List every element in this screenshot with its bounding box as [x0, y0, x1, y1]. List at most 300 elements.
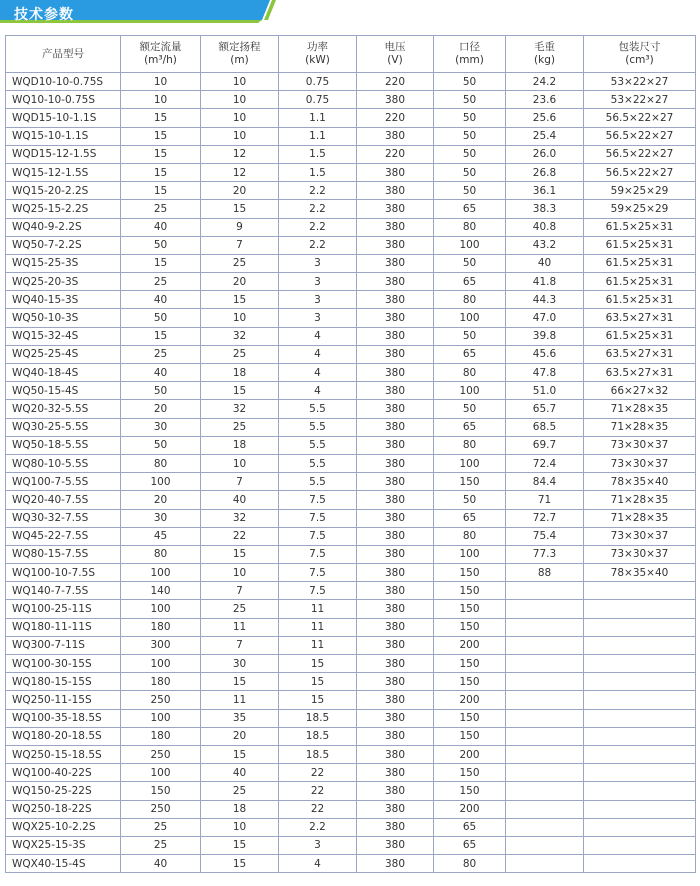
- section-title: 技术参数: [14, 7, 74, 23]
- table-cell-voltage: 380: [357, 236, 434, 254]
- table-row: [6, 91, 696, 109]
- table-cell-flow: 180: [121, 673, 201, 691]
- table-cell-package: 73×30×37: [584, 454, 696, 472]
- table-cell-package: 59×25×29: [584, 200, 696, 218]
- table-cell-model: WQ100-35-18.5S: [6, 709, 121, 727]
- table-cell-model: WQ30-25-5.5S: [6, 418, 121, 436]
- table-cell-voltage: 380: [357, 636, 434, 654]
- table-cell-caliber: 150: [434, 727, 506, 745]
- column-header-name: 毛重: [534, 41, 555, 53]
- table-cell-weight: 84.4: [506, 473, 584, 491]
- table-cell-weight: 36.1: [506, 182, 584, 200]
- table-cell-flow: 10: [121, 91, 201, 109]
- table-cell-model: WQX25-10-2.2S: [6, 818, 121, 836]
- table-row: [6, 436, 696, 454]
- table-cell-caliber: 65: [434, 818, 506, 836]
- table-cell-caliber: 80: [434, 436, 506, 454]
- table-cell-package: [584, 673, 696, 691]
- table-cell-model: WQ100-7-5.5S: [6, 473, 121, 491]
- table-cell-power: 3: [279, 291, 357, 309]
- table-row: [6, 73, 696, 91]
- table-cell-voltage: 380: [357, 709, 434, 727]
- table-cell-caliber: 150: [434, 782, 506, 800]
- table-cell-power: 2.2: [279, 218, 357, 236]
- table-cell-package: 59×25×29: [584, 182, 696, 200]
- table-row: [6, 818, 696, 836]
- table-cell-flow: 15: [121, 182, 201, 200]
- table-cell-flow: 15: [121, 327, 201, 345]
- table-cell-model: WQ25-25-4S: [6, 345, 121, 363]
- table-row: [6, 291, 696, 309]
- table-cell-head: 32: [201, 509, 279, 527]
- column-header-name: 产品型号: [42, 47, 84, 60]
- table-row: [6, 600, 696, 618]
- table-cell-caliber: 65: [434, 200, 506, 218]
- table-cell-package: 56.5×22×27: [584, 145, 696, 163]
- table-cell-weight: [506, 782, 584, 800]
- table-cell-package: [584, 800, 696, 818]
- table-cell-voltage: 380: [357, 200, 434, 218]
- table-cell-head: 15: [201, 836, 279, 854]
- table-cell-package: 61.5×25×31: [584, 273, 696, 291]
- table-cell-caliber: 80: [434, 855, 506, 873]
- table-cell-power: 22: [279, 764, 357, 782]
- table-cell-caliber: 50: [434, 91, 506, 109]
- table-cell-model: WQ30-32-7.5S: [6, 509, 121, 527]
- table-cell-model: WQ250-18-22S: [6, 800, 121, 818]
- table-cell-flow: 40: [121, 291, 201, 309]
- table-row: [6, 855, 696, 873]
- table-cell-head: 10: [201, 91, 279, 109]
- table-cell-caliber: 150: [434, 473, 506, 491]
- table-cell-model: WQ250-15-18.5S: [6, 745, 121, 763]
- table-row: [6, 527, 696, 545]
- table-cell-package: 71×28×35: [584, 509, 696, 527]
- table-cell-voltage: 380: [357, 509, 434, 527]
- table-cell-package: 53×22×27: [584, 73, 696, 91]
- column-header-name: 电压: [384, 41, 406, 53]
- column-header-name: 口径: [459, 41, 480, 53]
- table-cell-model: WQ50-15-4S: [6, 382, 121, 400]
- table-cell-power: 7.5: [279, 564, 357, 582]
- table-cell-caliber: 80: [434, 364, 506, 382]
- table-cell-model: WQ180-20-18.5S: [6, 727, 121, 745]
- table-cell-caliber: 65: [434, 509, 506, 527]
- table-cell-weight: 72.7: [506, 509, 584, 527]
- table-cell-head: 15: [201, 200, 279, 218]
- table-cell-weight: [506, 618, 584, 636]
- table-cell-package: [584, 855, 696, 873]
- table-cell-power: 3: [279, 254, 357, 272]
- table-cell-voltage: 380: [357, 545, 434, 563]
- table-cell-power: 4: [279, 382, 357, 400]
- table-cell-power: 2.2: [279, 818, 357, 836]
- table-cell-caliber: 150: [434, 618, 506, 636]
- table-cell-head: 7: [201, 582, 279, 600]
- table-cell-weight: [506, 745, 584, 763]
- table-cell-flow: 15: [121, 254, 201, 272]
- table-cell-power: 3: [279, 309, 357, 327]
- table-cell-flow: 300: [121, 636, 201, 654]
- table-cell-weight: [506, 727, 584, 745]
- table-row: [6, 636, 696, 654]
- table-cell-package: 61.5×25×31: [584, 291, 696, 309]
- table-cell-package: [584, 836, 696, 854]
- table-cell-voltage: 380: [357, 327, 434, 345]
- table-cell-weight: [506, 655, 584, 673]
- table-cell-package: [584, 709, 696, 727]
- table-cell-power: 1.1: [279, 127, 357, 145]
- table-cell-weight: [506, 800, 584, 818]
- table-cell-model: WQ40-18-4S: [6, 364, 121, 382]
- table-cell-model: WQD15-12-1.5S: [6, 145, 121, 163]
- table-cell-flow: 25: [121, 200, 201, 218]
- table-cell-flow: 25: [121, 273, 201, 291]
- table-cell-power: 4: [279, 345, 357, 363]
- table-cell-model: WQ80-15-7.5S: [6, 545, 121, 563]
- table-cell-package: [584, 782, 696, 800]
- table-cell-package: 63.5×27×31: [584, 345, 696, 363]
- table-cell-power: 5.5: [279, 473, 357, 491]
- table-cell-head: 32: [201, 400, 279, 418]
- table-cell-caliber: 150: [434, 673, 506, 691]
- table-cell-model: WQX40-15-4S: [6, 855, 121, 873]
- table-cell-voltage: 380: [357, 91, 434, 109]
- table-cell-power: 15: [279, 691, 357, 709]
- table-cell-caliber: 50: [434, 109, 506, 127]
- table-cell-flow: 15: [121, 109, 201, 127]
- table-cell-voltage: 380: [357, 745, 434, 763]
- table-cell-voltage: 380: [357, 400, 434, 418]
- table-row: [6, 782, 696, 800]
- table-cell-model: WQ15-25-3S: [6, 254, 121, 272]
- table-cell-model: WQ50-7-2.2S: [6, 236, 121, 254]
- table-cell-voltage: 220: [357, 109, 434, 127]
- table-cell-head: 20: [201, 727, 279, 745]
- table-cell-caliber: 150: [434, 582, 506, 600]
- table-cell-head: 40: [201, 764, 279, 782]
- table-cell-power: 2.2: [279, 200, 357, 218]
- table-cell-weight: 25.4: [506, 127, 584, 145]
- table-cell-caliber: 65: [434, 836, 506, 854]
- table-row: [6, 709, 696, 727]
- table-cell-power: 7.5: [279, 582, 357, 600]
- table-cell-head: 15: [201, 745, 279, 763]
- table-cell-power: 7.5: [279, 491, 357, 509]
- table-cell-model: WQ20-32-5.5S: [6, 400, 121, 418]
- table-cell-weight: 38.3: [506, 200, 584, 218]
- table-cell-weight: 43.2: [506, 236, 584, 254]
- table-cell-head: 10: [201, 454, 279, 472]
- table-row: [6, 582, 696, 600]
- table-cell-voltage: 380: [357, 273, 434, 291]
- table-cell-head: 35: [201, 709, 279, 727]
- table-cell-caliber: 150: [434, 655, 506, 673]
- table-row: [6, 545, 696, 563]
- table-cell-caliber: 150: [434, 600, 506, 618]
- table-cell-model: WQ100-30-15S: [6, 655, 121, 673]
- column-header-unit: (kg): [534, 54, 555, 66]
- table-cell-flow: 50: [121, 382, 201, 400]
- table-cell-weight: 45.6: [506, 345, 584, 363]
- table-cell-power: 5.5: [279, 400, 357, 418]
- table-cell-model: WQ100-10-7.5S: [6, 564, 121, 582]
- table-cell-package: 78×35×40: [584, 473, 696, 491]
- table-cell-model: WQD15-10-1.1S: [6, 109, 121, 127]
- table-cell-head: 25: [201, 418, 279, 436]
- table-cell-power: 0.75: [279, 73, 357, 91]
- table-cell-voltage: 380: [357, 254, 434, 272]
- table-cell-power: 4: [279, 364, 357, 382]
- table-cell-weight: 40.8: [506, 218, 584, 236]
- table-cell-caliber: 100: [434, 454, 506, 472]
- table-cell-voltage: 380: [357, 836, 434, 854]
- table-cell-flow: 20: [121, 491, 201, 509]
- table-cell-voltage: 380: [357, 564, 434, 582]
- table-cell-caliber: 100: [434, 382, 506, 400]
- table-cell-caliber: 200: [434, 800, 506, 818]
- table-cell-model: WQ10-10-0.75S: [6, 91, 121, 109]
- table-cell-package: 78×35×40: [584, 564, 696, 582]
- table-cell-package: [584, 764, 696, 782]
- table-cell-package: 71×28×35: [584, 491, 696, 509]
- table-cell-flow: 250: [121, 691, 201, 709]
- table-header-row: [6, 36, 696, 73]
- table-row: [6, 382, 696, 400]
- table-cell-head: 20: [201, 182, 279, 200]
- table-cell-head: 10: [201, 818, 279, 836]
- table-row: [6, 109, 696, 127]
- table-row: [6, 200, 696, 218]
- table-cell-voltage: 380: [357, 491, 434, 509]
- table-cell-weight: 71: [506, 491, 584, 509]
- table-cell-voltage: 380: [357, 800, 434, 818]
- table-cell-flow: 150: [121, 782, 201, 800]
- table-cell-power: 1.5: [279, 145, 357, 163]
- table-cell-caliber: 150: [434, 709, 506, 727]
- table-cell-model: WQ40-9-2.2S: [6, 218, 121, 236]
- table-cell-power: 5.5: [279, 454, 357, 472]
- table-cell-caliber: 65: [434, 345, 506, 363]
- column-header-unit: (V): [387, 54, 403, 66]
- table-cell-caliber: 100: [434, 309, 506, 327]
- table-cell-weight: 26.8: [506, 163, 584, 181]
- table-cell-power: 7.5: [279, 545, 357, 563]
- table-row: [6, 400, 696, 418]
- table-cell-flow: 80: [121, 545, 201, 563]
- table-cell-voltage: 380: [357, 163, 434, 181]
- table-cell-voltage: 380: [357, 345, 434, 363]
- table-cell-model: WQ50-10-3S: [6, 309, 121, 327]
- table-cell-model: WQ50-18-5.5S: [6, 436, 121, 454]
- table-row: [6, 745, 696, 763]
- table-row: [6, 764, 696, 782]
- table-cell-head: 25: [201, 600, 279, 618]
- table-row: [6, 273, 696, 291]
- column-header-caliber: [434, 36, 506, 73]
- column-header-unit: (mm): [455, 54, 484, 66]
- table-cell-model: WQ180-11-11S: [6, 618, 121, 636]
- table-cell-power: 7.5: [279, 509, 357, 527]
- table-cell-flow: 30: [121, 418, 201, 436]
- table-cell-head: 15: [201, 545, 279, 563]
- column-header-name: 包装尺寸: [618, 41, 661, 53]
- table-row: [6, 564, 696, 582]
- table-cell-package: 56.5×22×27: [584, 163, 696, 181]
- table-cell-caliber: 50: [434, 145, 506, 163]
- table-cell-flow: 100: [121, 600, 201, 618]
- table-cell-power: 11: [279, 600, 357, 618]
- column-header-name: 功率: [307, 41, 328, 53]
- table-row: [6, 618, 696, 636]
- table-cell-caliber: 50: [434, 327, 506, 345]
- table-row: [6, 691, 696, 709]
- table-cell-caliber: 65: [434, 273, 506, 291]
- table-cell-model: WQ300-7-11S: [6, 636, 121, 654]
- table-cell-power: 1.5: [279, 163, 357, 181]
- table-cell-model: WQ100-25-11S: [6, 600, 121, 618]
- table-cell-power: 5.5: [279, 436, 357, 454]
- table-cell-package: [584, 600, 696, 618]
- table-cell-voltage: 380: [357, 582, 434, 600]
- table-cell-package: 73×30×37: [584, 436, 696, 454]
- table-cell-model: WQ15-12-1.5S: [6, 163, 121, 181]
- table-cell-model: WQ25-20-3S: [6, 273, 121, 291]
- table-cell-voltage: 380: [357, 618, 434, 636]
- table-cell-weight: 26.0: [506, 145, 584, 163]
- table-cell-voltage: 380: [357, 382, 434, 400]
- table-cell-caliber: 50: [434, 163, 506, 181]
- table-cell-power: 18.5: [279, 745, 357, 763]
- table-cell-voltage: 220: [357, 145, 434, 163]
- table-cell-model: WQ150-25-22S: [6, 782, 121, 800]
- table-cell-flow: 40: [121, 218, 201, 236]
- table-cell-voltage: 380: [357, 127, 434, 145]
- table-row: [6, 163, 696, 181]
- table-cell-power: 18.5: [279, 709, 357, 727]
- section-header: [0, 0, 290, 26]
- table-cell-power: 15: [279, 673, 357, 691]
- table-cell-model: WQ45-22-7.5S: [6, 527, 121, 545]
- table-cell-flow: 180: [121, 727, 201, 745]
- table-cell-package: 56.5×22×27: [584, 109, 696, 127]
- column-header-power: [279, 36, 357, 73]
- table-cell-head: 12: [201, 145, 279, 163]
- table-cell-caliber: 50: [434, 182, 506, 200]
- table-cell-power: 0.75: [279, 91, 357, 109]
- table-row: [6, 182, 696, 200]
- table-cell-flow: 50: [121, 309, 201, 327]
- table-cell-weight: 39.8: [506, 327, 584, 345]
- table-row: [6, 473, 696, 491]
- table-cell-voltage: 380: [357, 727, 434, 745]
- table-cell-voltage: 380: [357, 691, 434, 709]
- table-cell-package: 61.5×25×31: [584, 218, 696, 236]
- table-cell-flow: 10: [121, 73, 201, 91]
- table-cell-package: 53×22×27: [584, 91, 696, 109]
- table-cell-caliber: 200: [434, 691, 506, 709]
- table-cell-weight: 24.2: [506, 73, 584, 91]
- table-cell-head: 40: [201, 491, 279, 509]
- table-row: [6, 800, 696, 818]
- table-row: [6, 509, 696, 527]
- table-cell-package: [584, 618, 696, 636]
- table-cell-voltage: 380: [357, 655, 434, 673]
- column-header-flow: [121, 36, 201, 73]
- table-cell-model: WQ20-40-7.5S: [6, 491, 121, 509]
- table-cell-model: WQ15-32-4S: [6, 327, 121, 345]
- table-cell-weight: [506, 818, 584, 836]
- spec-table: [5, 35, 696, 873]
- table-row: [6, 127, 696, 145]
- table-cell-power: 4: [279, 327, 357, 345]
- table-cell-caliber: 100: [434, 545, 506, 563]
- column-header-unit: (m): [230, 54, 249, 66]
- table-cell-weight: 68.5: [506, 418, 584, 436]
- table-cell-power: 3: [279, 836, 357, 854]
- table-cell-model: WQ15-20-2.2S: [6, 182, 121, 200]
- table-cell-model: WQ25-15-2.2S: [6, 200, 121, 218]
- table-cell-voltage: 380: [357, 436, 434, 454]
- table-cell-voltage: 380: [357, 818, 434, 836]
- table-cell-head: 11: [201, 618, 279, 636]
- table-cell-head: 10: [201, 309, 279, 327]
- table-cell-flow: 250: [121, 745, 201, 763]
- table-cell-weight: 47.0: [506, 309, 584, 327]
- table-cell-power: 15: [279, 655, 357, 673]
- table-cell-weight: 65.7: [506, 400, 584, 418]
- table-cell-head: 25: [201, 254, 279, 272]
- table-cell-head: 7: [201, 636, 279, 654]
- table-cell-weight: [506, 636, 584, 654]
- table-cell-caliber: 80: [434, 527, 506, 545]
- table-cell-weight: 75.4: [506, 527, 584, 545]
- table-row: [6, 327, 696, 345]
- table-row: [6, 364, 696, 382]
- table-cell-flow: 180: [121, 618, 201, 636]
- table-cell-caliber: 50: [434, 400, 506, 418]
- table-cell-package: 63.5×27×31: [584, 309, 696, 327]
- table-cell-voltage: 380: [357, 454, 434, 472]
- table-cell-power: 5.5: [279, 418, 357, 436]
- table-cell-head: 18: [201, 436, 279, 454]
- table-cell-flow: 30: [121, 509, 201, 527]
- table-cell-head: 10: [201, 564, 279, 582]
- table-cell-caliber: 50: [434, 254, 506, 272]
- table-cell-caliber: 65: [434, 418, 506, 436]
- table-cell-voltage: 380: [357, 764, 434, 782]
- table-cell-model: WQ180-15-15S: [6, 673, 121, 691]
- table-cell-flow: 25: [121, 836, 201, 854]
- table-row: [6, 145, 696, 163]
- table-cell-flow: 100: [121, 564, 201, 582]
- table-cell-package: 56.5×22×27: [584, 127, 696, 145]
- table-cell-flow: 100: [121, 473, 201, 491]
- table-cell-voltage: 380: [357, 473, 434, 491]
- table-cell-flow: 50: [121, 236, 201, 254]
- table-cell-caliber: 80: [434, 218, 506, 236]
- table-cell-model: WQ40-15-3S: [6, 291, 121, 309]
- table-cell-package: [584, 636, 696, 654]
- table-cell-package: 71×28×35: [584, 418, 696, 436]
- table-cell-voltage: 380: [357, 673, 434, 691]
- table-cell-weight: 88: [506, 564, 584, 582]
- table-cell-package: 61.5×25×31: [584, 236, 696, 254]
- table-cell-weight: [506, 764, 584, 782]
- table-cell-caliber: 150: [434, 764, 506, 782]
- table-cell-weight: 40: [506, 254, 584, 272]
- table-cell-package: 71×28×35: [584, 400, 696, 418]
